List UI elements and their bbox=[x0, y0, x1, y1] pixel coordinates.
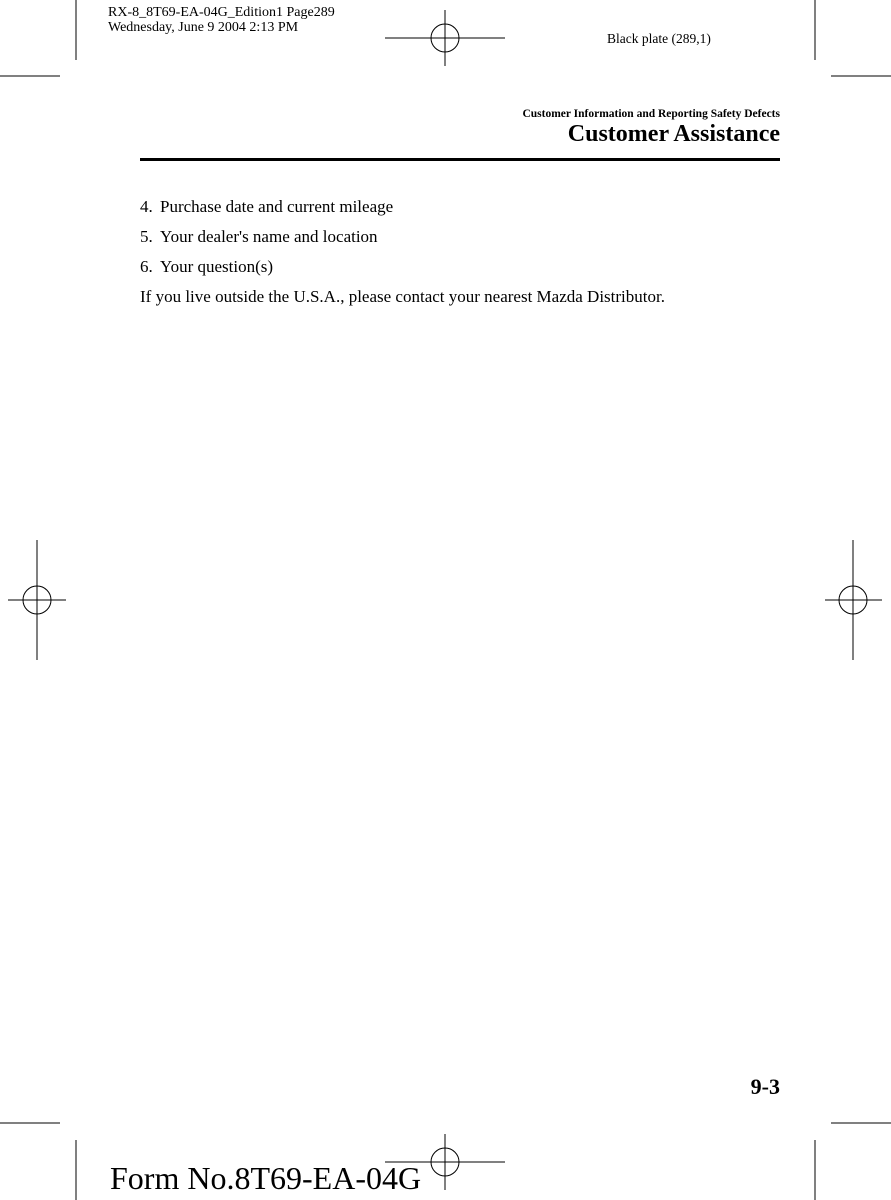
list-item-text: Your dealer's name and location bbox=[160, 227, 378, 246]
list-item bbox=[140, 257, 273, 277]
list-item bbox=[140, 197, 393, 217]
plate-label: Black plate (289,1) bbox=[607, 31, 711, 46]
form-number: Form No.8T69-EA-04G bbox=[110, 1160, 422, 1196]
print-job-line-2: Wednesday, June 9 2004 2:13 PM bbox=[108, 20, 299, 35]
section-label: Customer Information and Reporting Safety Defects bbox=[522, 108, 780, 120]
page-number: 9-3 bbox=[750, 1074, 780, 1099]
title-rule bbox=[140, 158, 780, 161]
list-item-number: 4. bbox=[140, 197, 153, 216]
page-title: Customer Assistance bbox=[567, 121, 780, 147]
list-item-number: 6. bbox=[140, 257, 153, 276]
body-paragraph: If you live outside the U.S.A., please contact your nearest Mazda Distributor. bbox=[140, 287, 665, 306]
list-item-text: Purchase date and current mileage bbox=[160, 197, 394, 216]
list-item bbox=[140, 227, 378, 247]
print-job-info bbox=[108, 5, 335, 35]
list-item-text: Your question(s) bbox=[160, 257, 274, 276]
print-job-line-1: RX-8_8T69-EA-04G_Edition1 Page289 bbox=[108, 5, 335, 20]
list-item-number: 5. bbox=[140, 227, 153, 246]
